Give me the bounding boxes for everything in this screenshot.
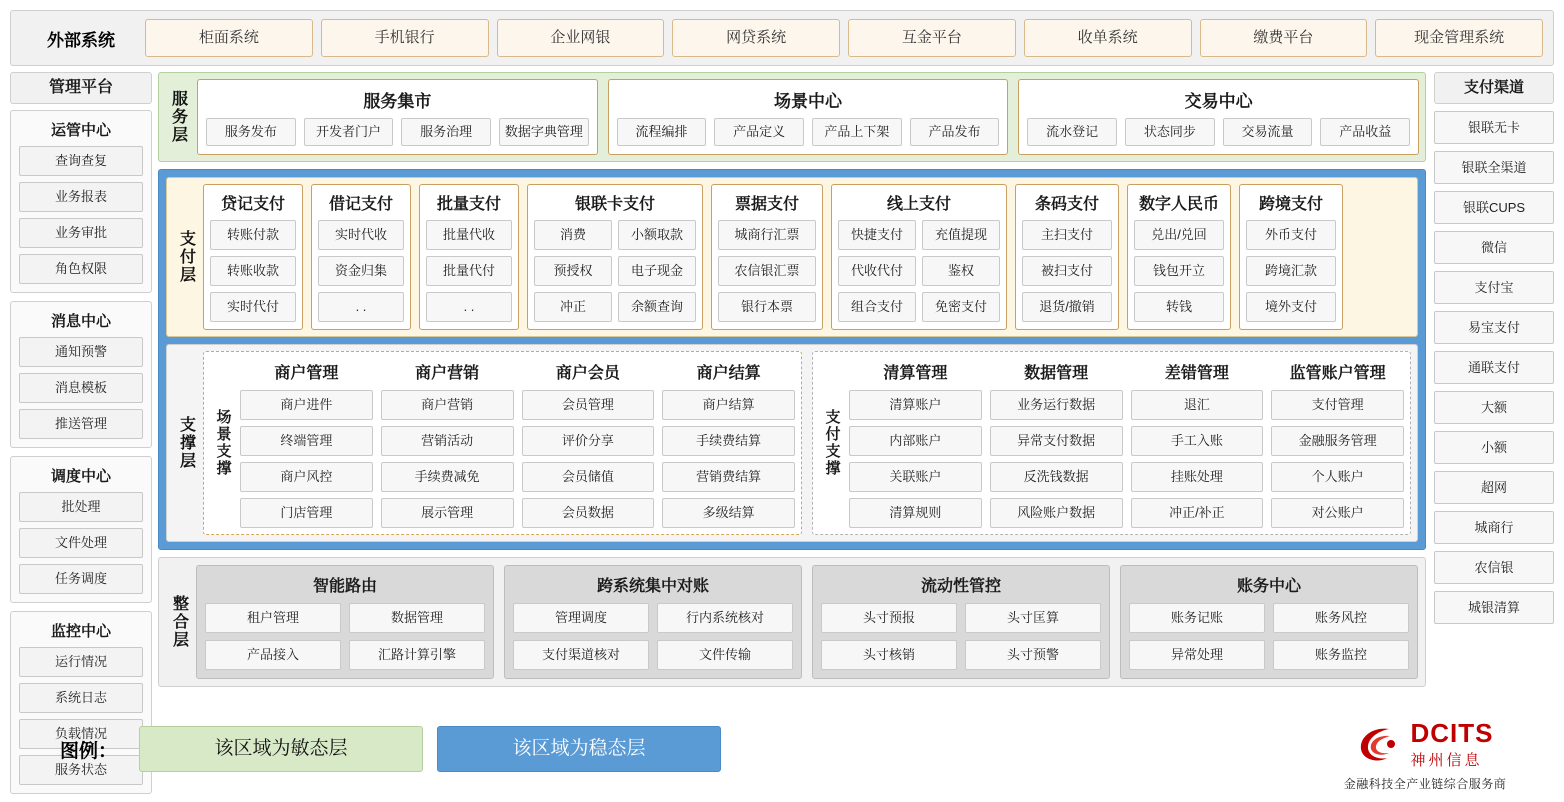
card-title: 线上支付 xyxy=(886,196,951,213)
sidebar-item[interactable]: 查询查复 xyxy=(19,146,143,176)
card-title: 商户结算 xyxy=(696,365,761,382)
support-chip[interactable]: 业务运行数据 xyxy=(990,390,1123,420)
support-chip[interactable]: 清算账户 xyxy=(849,390,982,420)
payment-channel-title: 支付渠道 xyxy=(1434,72,1554,104)
service-chip[interactable]: 流水登记 xyxy=(1027,118,1117,146)
card-title: 跨境支付 xyxy=(1258,196,1323,213)
support-chip[interactable]: 会员管理 xyxy=(522,390,655,420)
support-chip[interactable]: 个人账户 xyxy=(1271,462,1404,492)
payment-chip[interactable]: 钱包开立 xyxy=(1134,256,1224,286)
card-title: 跨系统集中对账 xyxy=(596,578,709,595)
management-platform-sidebar xyxy=(10,72,152,802)
company-logo xyxy=(1300,720,1550,792)
payment-card-unionpay xyxy=(527,184,703,330)
legend xyxy=(60,726,721,772)
service-chip[interactable]: 交易流量 xyxy=(1223,118,1313,146)
sidebar-item[interactable]: 业务报表 xyxy=(19,182,143,212)
card-title: 商户管理 xyxy=(274,365,339,382)
card-title: 借记支付 xyxy=(328,196,393,213)
service-chip[interactable]: 数据字典管理 xyxy=(499,118,589,146)
logo-slogan: 金融科技全产业链综合服务商 xyxy=(1343,777,1507,791)
payment-chip[interactable]: 电子现金 xyxy=(618,256,696,286)
external-systems-bar xyxy=(10,10,1554,66)
service-chip[interactable]: 状态同步 xyxy=(1125,118,1215,146)
sidebar-item[interactable]: 角色权限 xyxy=(19,254,143,284)
channel-item[interactable]: 微信 xyxy=(1434,231,1554,264)
external-item[interactable]: 网贷系统 xyxy=(672,19,840,57)
service-chip[interactable]: 产品定义 xyxy=(714,118,804,146)
integration-layer xyxy=(158,557,1426,687)
integration-chip[interactable]: 数据管理 xyxy=(349,603,485,633)
card-title: 账务中心 xyxy=(1236,578,1301,595)
payment-chip[interactable]: 境外支付 xyxy=(1246,292,1336,322)
support-card-error-mgmt xyxy=(1131,358,1264,528)
support-box-payment xyxy=(812,351,1411,535)
support-chip[interactable]: 商户风控 xyxy=(240,462,373,492)
sidebar-item[interactable]: 服务状态 xyxy=(19,755,143,785)
sidebar-item[interactable]: 批处理 xyxy=(19,492,143,522)
integration-chip[interactable]: 头寸预报 xyxy=(821,603,957,633)
support-box-scenario xyxy=(203,351,802,535)
sidebar-item[interactable]: 业务审批 xyxy=(19,218,143,248)
stable-region xyxy=(158,169,1426,550)
sidebar-item[interactable]: 负载情况 xyxy=(19,719,143,749)
integration-chip[interactable]: 头寸核销 xyxy=(821,640,957,670)
payment-chip[interactable]: 转账收款 xyxy=(210,256,296,286)
legend-stable-layer: 该区域为稳态层 xyxy=(437,726,721,772)
support-card-data-mgmt xyxy=(990,358,1123,528)
integration-chip[interactable]: 异常处理 xyxy=(1129,640,1265,670)
payment-chip[interactable]: 跨境汇款 xyxy=(1246,256,1336,286)
payment-layer xyxy=(166,177,1418,337)
payment-card-crossborder xyxy=(1239,184,1343,330)
card-title: 商户营销 xyxy=(415,365,480,382)
integration-card-reconciliation xyxy=(504,565,802,679)
payment-card-qrcode xyxy=(1015,184,1119,330)
management-platform-title: 管理平台 xyxy=(10,72,152,104)
external-item[interactable]: 缴费平台 xyxy=(1200,19,1368,57)
payment-chip[interactable]: 城商行汇票 xyxy=(718,220,816,250)
support-chip[interactable]: 金融服务管理 xyxy=(1271,426,1404,456)
channel-item[interactable]: 银联无卡 xyxy=(1434,111,1554,144)
service-layer-label xyxy=(165,79,191,155)
payment-chip[interactable]: 批量代付 xyxy=(426,256,512,286)
payment-layer-label xyxy=(173,184,199,330)
card-title: 交易中心 xyxy=(1184,92,1253,111)
external-systems-title: 外部系统 xyxy=(47,30,115,50)
support-chip[interactable]: 终端管理 xyxy=(240,426,373,456)
support-card-merchant-settlement xyxy=(662,358,795,528)
sidebar-item[interactable]: 系统日志 xyxy=(19,683,143,713)
service-chip[interactable]: 开发者门户 xyxy=(304,118,394,146)
service-layer xyxy=(158,72,1426,162)
support-chip[interactable]: 挂账处理 xyxy=(1131,462,1264,492)
card-title: 差错管理 xyxy=(1164,365,1229,382)
support-chip[interactable]: 内部账户 xyxy=(849,426,982,456)
integration-chip[interactable]: 账务监控 xyxy=(1273,640,1409,670)
external-item[interactable]: 现金管理系统 xyxy=(1375,19,1543,57)
card-title: 流动性管控 xyxy=(920,578,1001,595)
payment-chip[interactable]: 被扫支付 xyxy=(1022,256,1112,286)
group-title: 运管中心 xyxy=(50,122,111,139)
payment-chip[interactable]: 快捷支付 xyxy=(838,220,916,250)
sidebar-group-operations xyxy=(10,110,152,293)
support-chip[interactable]: 异常支付数据 xyxy=(990,426,1123,456)
support-chip[interactable]: 商户结算 xyxy=(662,390,795,420)
integration-card-accounting xyxy=(1120,565,1418,679)
sidebar-group-scheduling xyxy=(10,456,152,603)
support-card-merchant-mgmt xyxy=(240,358,373,528)
payment-layer-label-text: 支付层 xyxy=(177,230,195,284)
service-card-transaction xyxy=(1018,79,1419,155)
integration-chip[interactable]: 账务风控 xyxy=(1273,603,1409,633)
payment-chip[interactable]: 代收代付 xyxy=(838,256,916,286)
channel-item[interactable]: 小额 xyxy=(1434,431,1554,464)
support-chip[interactable]: 门店管理 xyxy=(240,498,373,528)
channel-item[interactable]: 银联CUPS xyxy=(1434,191,1554,224)
service-chip[interactable]: 服务发布 xyxy=(206,118,296,146)
external-item[interactable]: 收单系统 xyxy=(1024,19,1192,57)
payment-chip[interactable]: 兑出/兑回 xyxy=(1134,220,1224,250)
payment-chip[interactable]: 消费 xyxy=(534,220,612,250)
integration-chip[interactable]: 管理调度 xyxy=(513,603,649,633)
support-chip[interactable]: 退汇 xyxy=(1131,390,1264,420)
channel-item[interactable]: 易宝支付 xyxy=(1434,311,1554,344)
integration-chip[interactable]: 支付渠道核对 xyxy=(513,640,649,670)
service-card-scenario xyxy=(608,79,1009,155)
support-chip[interactable]: 支付管理 xyxy=(1271,390,1404,420)
support-chip[interactable]: 反洗钱数据 xyxy=(990,462,1123,492)
card-title: 智能路由 xyxy=(312,578,377,595)
integration-chip[interactable]: 租户管理 xyxy=(205,603,341,633)
external-item[interactable]: 企业网银 xyxy=(497,19,665,57)
channel-item[interactable]: 农信银 xyxy=(1434,551,1554,584)
channel-item[interactable]: 城商行 xyxy=(1434,511,1554,544)
integration-chip[interactable]: 文件传输 xyxy=(657,640,793,670)
card-title: 监管账户管理 xyxy=(1289,365,1386,382)
support-card-regulatory-account xyxy=(1271,358,1404,528)
architecture-stack xyxy=(158,72,1426,687)
payment-chip[interactable]: 鉴权 xyxy=(922,256,1000,286)
support-card-clearing xyxy=(849,358,982,528)
integration-card-smart-routing xyxy=(196,565,494,679)
service-card-market xyxy=(197,79,598,155)
payment-card-batch xyxy=(419,184,519,330)
external-item[interactable]: 互金平台 xyxy=(848,19,1016,57)
payment-chip[interactable]: 实时代付 xyxy=(210,292,296,322)
integration-layer-label-text: 整合层 xyxy=(170,595,188,649)
integration-chip[interactable]: 头寸预警 xyxy=(965,640,1101,670)
card-title: 银联卡支付 xyxy=(574,196,655,213)
payment-card-online xyxy=(831,184,1007,330)
card-title: 批量支付 xyxy=(436,196,501,213)
support-chip[interactable]: 清算规则 xyxy=(849,498,982,528)
support-chip[interactable]: 营销活动 xyxy=(381,426,514,456)
card-title: 场景中心 xyxy=(774,92,842,111)
support-chip[interactable]: 对公账户 xyxy=(1271,498,1404,528)
sidebar-item[interactable]: 通知预警 xyxy=(19,337,143,367)
payment-chip[interactable]: 实时代收 xyxy=(318,220,404,250)
support-card-merchant-member xyxy=(522,358,655,528)
scenario-support-label-text: 场景支撑 xyxy=(214,409,232,477)
legend-label: 图例： xyxy=(60,740,118,762)
support-chip[interactable]: 会员数据 xyxy=(522,498,655,528)
dcits-logo-icon xyxy=(1357,725,1403,765)
support-chip[interactable]: 关联账户 xyxy=(849,462,982,492)
sidebar-item[interactable]: 任务调度 xyxy=(19,564,143,594)
sidebar-item[interactable]: 推送管理 xyxy=(19,409,143,439)
payment-chip[interactable]: 批量代收 xyxy=(426,220,512,250)
integration-chip[interactable]: 行内系统核对 xyxy=(657,603,793,633)
integration-chip[interactable]: 账务记账 xyxy=(1129,603,1265,633)
channel-item[interactable]: 大额 xyxy=(1434,391,1554,424)
service-chip[interactable]: 流程编排 xyxy=(617,118,707,146)
payment-chip[interactable]: 农信银汇票 xyxy=(718,256,816,286)
payment-chip[interactable]: 资金归集 xyxy=(318,256,404,286)
payment-card-bill xyxy=(711,184,823,330)
payment-card-digital-rmb xyxy=(1127,184,1231,330)
support-chip[interactable]: 营销费结算 xyxy=(662,462,795,492)
support-chip[interactable]: 展示管理 xyxy=(381,498,514,528)
channel-item[interactable]: 支付宝 xyxy=(1434,271,1554,304)
payment-chip[interactable]: 冲正 xyxy=(534,292,612,322)
card-title: 条码支付 xyxy=(1034,196,1099,213)
payment-card-debit xyxy=(311,184,411,330)
payment-chip[interactable]: 转钱 xyxy=(1134,292,1224,322)
group-title: 调度中心 xyxy=(50,468,111,485)
support-layer xyxy=(166,344,1418,542)
card-title: 票据支付 xyxy=(734,196,799,213)
service-chip[interactable]: 产品上下架 xyxy=(812,118,902,146)
payment-chip[interactable]: 退货/撤销 xyxy=(1022,292,1112,322)
channel-item[interactable]: 通联支付 xyxy=(1434,351,1554,384)
support-layer-label-text: 支撑层 xyxy=(177,416,195,470)
payment-chip[interactable]: 银行本票 xyxy=(718,292,816,322)
service-chip[interactable]: 产品发布 xyxy=(910,118,1000,146)
card-title: 商户会员 xyxy=(555,365,620,382)
payment-chip[interactable]: 小额取款 xyxy=(618,220,696,250)
support-chip[interactable]: 手工入账 xyxy=(1131,426,1264,456)
integration-layer-label xyxy=(166,565,192,679)
support-chip[interactable]: 手续费结算 xyxy=(662,426,795,456)
service-layer-label-text: 服务层 xyxy=(169,90,187,144)
channel-item[interactable]: 超网 xyxy=(1434,471,1554,504)
support-chip[interactable]: 冲正/补正 xyxy=(1131,498,1264,528)
payment-support-label xyxy=(819,358,845,528)
card-title: 数字人民币 xyxy=(1138,196,1219,213)
payment-chip[interactable]: 余额查询 xyxy=(618,292,696,322)
sidebar-item[interactable]: 消息模板 xyxy=(19,373,143,403)
payment-chip[interactable]: 外币支付 xyxy=(1246,220,1336,250)
external-item[interactable]: 柜面系统 xyxy=(145,19,313,57)
logo-en-text: DCITS xyxy=(1410,718,1494,748)
sidebar-item[interactable]: 文件处理 xyxy=(19,528,143,558)
card-title: 清算管理 xyxy=(883,365,948,382)
payment-chip[interactable]: 主扫支付 xyxy=(1022,220,1112,250)
support-chip[interactable]: 评价分享 xyxy=(522,426,655,456)
integration-chip[interactable]: 汇路计算引擎 xyxy=(349,640,485,670)
payment-card-credit xyxy=(203,184,303,330)
support-chip[interactable]: 风险账户数据 xyxy=(990,498,1123,528)
service-chip[interactable]: 服务治理 xyxy=(401,118,491,146)
support-chip[interactable]: 手续费减免 xyxy=(381,462,514,492)
support-chip[interactable]: 商户进件 xyxy=(240,390,373,420)
channel-item[interactable]: 城银清算 xyxy=(1434,591,1554,624)
support-chip[interactable]: 会员储值 xyxy=(522,462,655,492)
payment-chip[interactable]: 充值提现 xyxy=(922,220,1000,250)
card-title: 数据管理 xyxy=(1024,365,1089,382)
service-chip[interactable]: 产品收益 xyxy=(1320,118,1410,146)
external-item[interactable]: 手机银行 xyxy=(321,19,489,57)
payment-chip[interactable]: 组合支付 xyxy=(838,292,916,322)
payment-chip[interactable]: 预授权 xyxy=(534,256,612,286)
scenario-support-label xyxy=(210,358,236,528)
payment-chip[interactable]: . . xyxy=(318,292,404,322)
group-title: 消息中心 xyxy=(50,313,111,330)
payment-support-label-text: 支付支撑 xyxy=(823,409,841,477)
payment-chip[interactable]: . . xyxy=(426,292,512,322)
sidebar-group-message xyxy=(10,301,152,448)
channel-item[interactable]: 银联全渠道 xyxy=(1434,151,1554,184)
integration-chip[interactable]: 头寸匡算 xyxy=(965,603,1101,633)
integration-card-liquidity xyxy=(812,565,1110,679)
integration-chip[interactable]: 产品接入 xyxy=(205,640,341,670)
legend-agile-layer: 该区域为敏态层 xyxy=(139,726,423,772)
payment-chip[interactable]: 免密支付 xyxy=(922,292,1000,322)
logo-cn-text: 神州信息 xyxy=(1410,752,1483,769)
support-layer-label xyxy=(173,351,199,535)
payment-chip[interactable]: 转账付款 xyxy=(210,220,296,250)
external-systems-items xyxy=(141,19,1543,57)
card-title: 贷记支付 xyxy=(220,196,285,213)
card-title: 服务集市 xyxy=(363,92,432,111)
support-card-merchant-marketing xyxy=(381,358,514,528)
support-chip[interactable]: 商户营销 xyxy=(381,390,514,420)
payment-channel-sidebar xyxy=(1434,72,1554,631)
group-title: 监控中心 xyxy=(50,623,111,640)
support-chip[interactable]: 多级结算 xyxy=(662,498,795,528)
sidebar-item[interactable]: 运行情况 xyxy=(19,647,143,677)
